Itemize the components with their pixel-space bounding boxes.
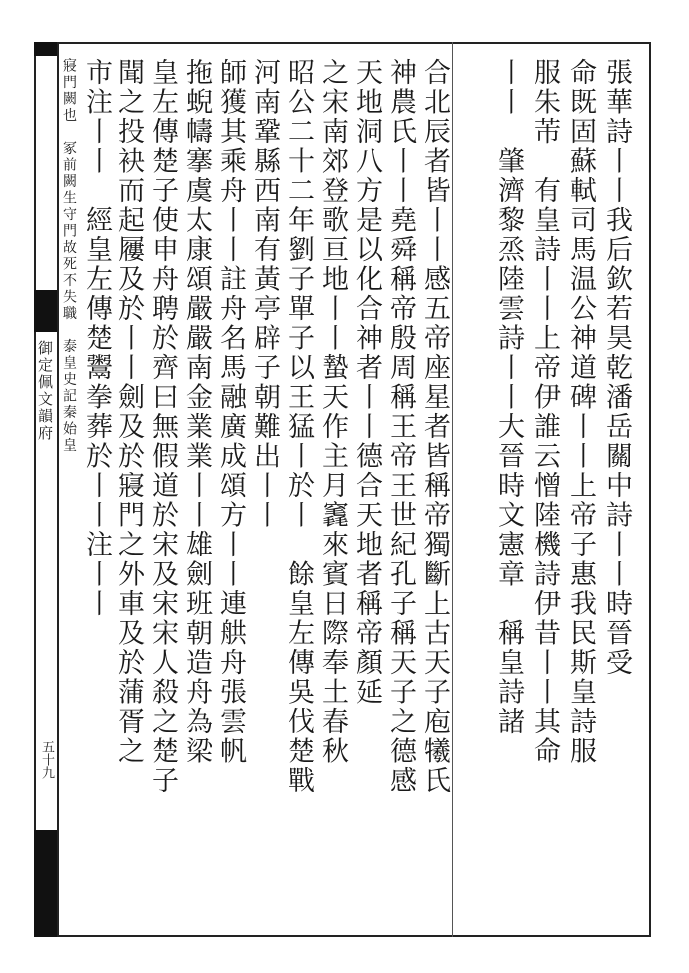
page-number: 五十九 [39, 740, 54, 779]
text-column-5: 合北辰者皆丨丨感五帝座星者皆稱帝獨斷上古天子庖犧氏 [419, 58, 450, 796]
text-column-12: 拖蜺幬搴虞太康頌嚴嚴南金業業丨丨雄劍班朝造舟為梁 [181, 58, 212, 766]
text-column-14: 聞之投袂而起屨及於丨丨劍及於寢門之外車及於蒲胥之 [113, 58, 144, 766]
book-title: 御定佩文韻府 [36, 340, 54, 442]
text-column-7: 天地洞八方是以化合神者丨丨德合天地者稱帝顏延 [351, 58, 382, 707]
text-column-15: 市注丨丨 經皇左傳楚鬻拳葬於丨丨注丨丨 [81, 58, 112, 619]
text-column-1: 張華詩丨丨我后欽若昊乾潘岳關中詩丨丨時晉受 [601, 58, 632, 678]
text-column-11: 師獲其乘舟丨丨註舟名馬融廣成頌方丨丨連舼舟張雲帆 [215, 58, 246, 766]
text-column-2: 命既固蘇軾司馬温公神道碑丨丨上帝子惠我民斯皇詩服 [565, 58, 596, 766]
text-column-8: 之宋南郊登歌亘地丨丨蟄天作主月竁來賓日際奉土春秋 [317, 58, 348, 766]
text-column-16: 寢門闕也 冢前闕生守門故死不失職 泰皇史記秦始皇 [61, 58, 77, 454]
text-column-6: 神農氏丨丨堯舜稱帝殷周稱王帝王世紀孔子稱天子之德感 [385, 58, 416, 796]
text-column-13: 皇左傳楚子使申舟聘於齊曰無假道於宋及宋宋人殺之楚子 [147, 58, 178, 796]
text-column-10: 河南鞏縣西南有黃亭辟子朝難出丨丨 [249, 58, 280, 530]
text-column-4: 丨丨 肇濟黎烝陸雲詩丨丨大晉時文憲章 稱皇詩諸 [493, 58, 524, 737]
fishtail-mark-top [34, 42, 57, 56]
text-column-9: 昭公二十二年劉子單子以王猛丨於丨 餘皇左傳吳伐楚戰 [283, 58, 314, 796]
fishtail-mark-middle [34, 290, 57, 332]
fishtail-mark-bottom [34, 830, 57, 937]
text-column-3: 服朱芾 有皇詩丨丨上帝伊誰云憎陸機詩伊昔丨丨其命 [529, 58, 560, 766]
margin-rule [57, 42, 59, 937]
